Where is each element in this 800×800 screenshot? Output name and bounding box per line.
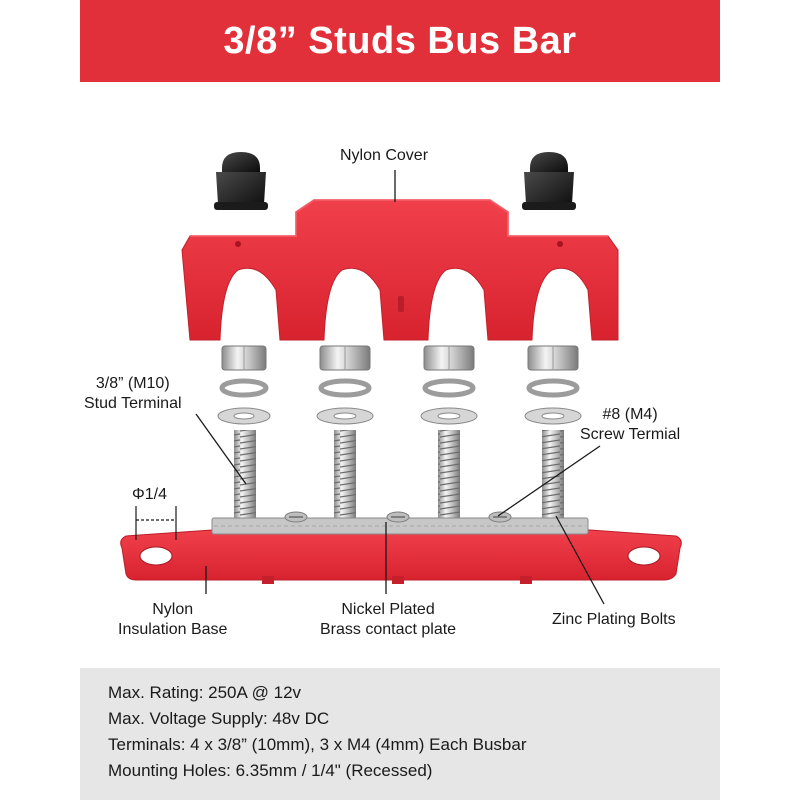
hex-nut-4 bbox=[528, 346, 578, 370]
stud-terminal-label bbox=[84, 374, 182, 414]
stud-terminal-line2: Stud Terminal bbox=[84, 395, 182, 412]
flat-washers bbox=[218, 408, 581, 424]
nylon-base-line1: Nylon bbox=[152, 601, 194, 618]
spec-max-rating: Max. Rating: 250A @ 12v bbox=[108, 683, 302, 702]
page-title: 3/8” Studs Bus Bar bbox=[223, 19, 577, 62]
stud-1 bbox=[234, 430, 256, 520]
screw-terminal-label bbox=[580, 405, 680, 445]
brass-plate-line1: Nickel Plated bbox=[341, 601, 435, 618]
screw-terminal-line1: #8 (M4) bbox=[602, 406, 658, 423]
stud-terminal-line1: 3/8” (M10) bbox=[95, 375, 170, 392]
lock-washers bbox=[222, 381, 577, 395]
nylon-cover-label: Nylon Cover bbox=[340, 147, 429, 164]
nylon-base-line2: Insulation Base bbox=[118, 621, 228, 638]
brass-plate-label bbox=[320, 600, 456, 640]
zinc-bolts-label: Zinc Plating Bolts bbox=[552, 611, 676, 628]
nylon-cover bbox=[182, 200, 618, 340]
black-cap-left bbox=[214, 152, 268, 210]
nylon-base-label bbox=[118, 600, 227, 640]
hex-nut-1 bbox=[222, 346, 266, 370]
brass-plate-line2: Brass contact plate bbox=[320, 621, 457, 638]
spec-mounting-holes: Mounting Holes: 6.35mm / 1/4" (Recessed) bbox=[108, 761, 433, 780]
hex-nut-2 bbox=[320, 346, 370, 370]
spec-max-voltage: Max. Voltage Supply: 48v DC bbox=[108, 709, 330, 728]
stud-4 bbox=[542, 430, 564, 520]
zinc-screw-2 bbox=[387, 512, 409, 522]
zinc-screw-1 bbox=[285, 512, 307, 522]
stud-3 bbox=[438, 430, 460, 520]
stud-2 bbox=[334, 430, 356, 520]
hole-dimension-label: Φ1/4 bbox=[132, 486, 168, 503]
zinc-screw-3 bbox=[489, 512, 511, 522]
spec-panel bbox=[80, 668, 720, 800]
hex-nut-3 bbox=[424, 346, 474, 370]
screw-terminal-line2: Screw Termial bbox=[580, 426, 681, 443]
spec-terminals: Terminals: 4 x 3/8” (10mm), 3 x M4 (4mm) Each Busbar bbox=[108, 735, 527, 754]
black-cap-right bbox=[522, 152, 576, 210]
nylon-insulation-base bbox=[121, 530, 682, 584]
